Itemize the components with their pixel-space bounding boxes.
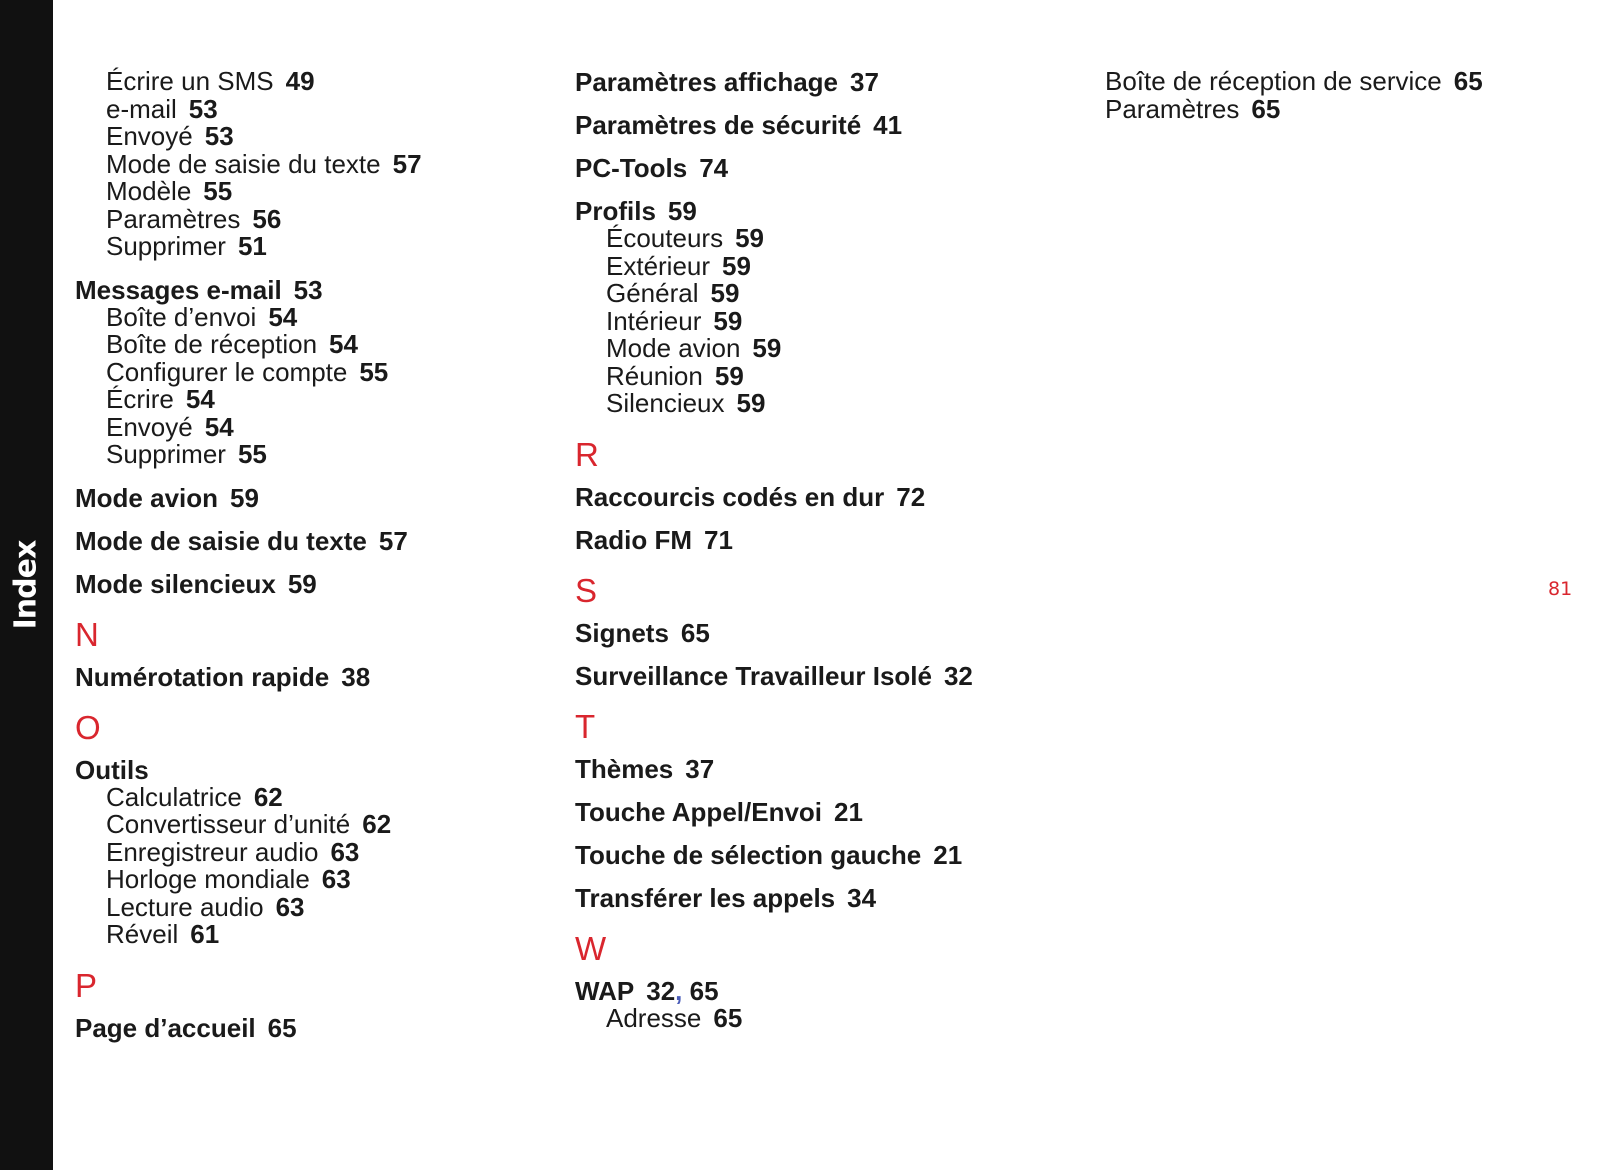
entry-heading bbox=[575, 483, 1045, 511]
entry-label: Paramètres affichage bbox=[575, 67, 839, 97]
subentry bbox=[75, 921, 545, 949]
subentry bbox=[75, 203, 545, 234]
subentry bbox=[75, 441, 545, 469]
subentry bbox=[575, 305, 1045, 336]
subentry-label: Général bbox=[606, 278, 699, 308]
entry-heading bbox=[575, 977, 1045, 1005]
subentry bbox=[575, 225, 1045, 253]
entry-heading bbox=[575, 841, 1045, 869]
subentry bbox=[75, 301, 545, 332]
entry-label: Radio FM bbox=[575, 524, 692, 555]
entry-page: 37 bbox=[850, 67, 879, 97]
entry-page: 65 bbox=[680, 617, 710, 648]
index-column-3 bbox=[1105, 68, 1575, 123]
entry-heading bbox=[75, 527, 545, 555]
index-entry bbox=[75, 663, 545, 691]
subentry-label: Lecture audio bbox=[106, 891, 264, 922]
index-entry bbox=[575, 68, 1045, 96]
index-entry bbox=[575, 619, 1045, 647]
index-entry bbox=[575, 884, 1045, 912]
subentry bbox=[575, 280, 1045, 308]
subentry bbox=[1105, 93, 1575, 124]
subentry-page: 65 bbox=[1453, 66, 1483, 96]
subentry-label: e-mail bbox=[106, 93, 177, 124]
subentry-page: 63 bbox=[275, 891, 305, 922]
subentry-label: Boîte d’envoi bbox=[106, 301, 257, 332]
subentry-label: Modèle bbox=[106, 176, 192, 206]
entry-label: WAP bbox=[575, 975, 635, 1006]
index-entry bbox=[75, 570, 545, 598]
entry-label: Outils bbox=[75, 754, 149, 785]
subentry-page: 62 bbox=[362, 809, 392, 839]
index-entry bbox=[575, 662, 1045, 690]
subentry-page: 54 bbox=[268, 301, 298, 332]
entry-heading bbox=[575, 154, 1045, 182]
subentry bbox=[75, 411, 545, 442]
subentry bbox=[75, 68, 545, 96]
subentry-page: 55 bbox=[237, 439, 267, 469]
subentry bbox=[75, 123, 545, 151]
index-side-tab bbox=[0, 0, 53, 1170]
subentry bbox=[75, 148, 545, 179]
index-entry bbox=[75, 527, 545, 555]
subentry-page: 57 bbox=[392, 148, 422, 179]
entry-heading bbox=[575, 755, 1045, 783]
index-entry bbox=[575, 526, 1045, 554]
index-entry bbox=[575, 841, 1045, 869]
entry-heading bbox=[575, 884, 1045, 912]
index-entry bbox=[575, 977, 1045, 1033]
page-separator: , bbox=[675, 975, 690, 1006]
section-letter: N bbox=[75, 615, 99, 653]
entry-label: Touche Appel/Envoi bbox=[575, 796, 823, 827]
entry-heading bbox=[575, 197, 1045, 225]
entry-page: 59 bbox=[230, 482, 259, 513]
index-entry bbox=[575, 755, 1045, 783]
subentry-label: Réveil bbox=[106, 919, 179, 949]
subentry-page: 51 bbox=[237, 231, 267, 261]
subentry bbox=[575, 360, 1045, 391]
subentry bbox=[75, 233, 545, 261]
entry-heading bbox=[575, 526, 1045, 554]
entry-label: Profils bbox=[575, 196, 656, 226]
subentry-page: 53 bbox=[188, 93, 218, 124]
subentry-label: Écrire un SMS bbox=[106, 66, 274, 96]
entry-heading bbox=[75, 484, 545, 512]
entry-page: 38 bbox=[341, 661, 371, 692]
entry-heading bbox=[75, 756, 545, 784]
subentry-label: Adresse bbox=[606, 1002, 702, 1033]
subentry-label: Envoyé bbox=[106, 121, 193, 151]
entry-page: 34 bbox=[847, 882, 877, 913]
entry-heading bbox=[75, 276, 545, 304]
subentry-page: 59 bbox=[722, 250, 751, 281]
section-letter: P bbox=[75, 966, 98, 1004]
subentry bbox=[575, 335, 1045, 363]
index-entry bbox=[75, 756, 545, 949]
entry-page: 59 bbox=[287, 568, 317, 599]
entry-heading bbox=[575, 68, 1045, 96]
section-letter: O bbox=[75, 708, 101, 746]
entry-label: Transférer les appels bbox=[575, 882, 836, 913]
entry-page: 59 bbox=[667, 196, 697, 226]
entry-heading bbox=[575, 111, 1045, 139]
entry-heading bbox=[575, 662, 1045, 690]
entry-label: Mode de saisie du texte bbox=[75, 525, 367, 556]
subentry bbox=[75, 93, 545, 124]
entry-page: 32 bbox=[646, 975, 676, 1006]
side-tab-label: Index bbox=[8, 540, 44, 630]
subentry-page: 63 bbox=[321, 864, 351, 894]
subentry bbox=[75, 331, 545, 359]
entry-page: 74 bbox=[699, 153, 729, 183]
subentry bbox=[575, 390, 1045, 418]
subentry-page: 61 bbox=[190, 919, 220, 949]
subentry-page: 54 bbox=[329, 329, 358, 359]
entry-page: 53 bbox=[293, 274, 323, 305]
subentry-label: Écrire bbox=[106, 384, 174, 414]
entry-label: Paramètres de sécurité bbox=[575, 110, 862, 140]
section-letter: W bbox=[575, 929, 607, 967]
subentry-label: Boîte de réception de service bbox=[1105, 66, 1442, 96]
subentry-page: 59 bbox=[714, 360, 744, 391]
entry-page: 21 bbox=[834, 796, 863, 827]
subentry-label: Configurer le compte bbox=[106, 356, 348, 387]
subentry-label: Extérieur bbox=[606, 250, 711, 281]
subentry-page: 59 bbox=[713, 305, 743, 336]
subentry-page: 59 bbox=[710, 278, 740, 308]
subentry bbox=[75, 178, 545, 206]
subentry-label: Horloge mondiale bbox=[106, 864, 310, 894]
subentry-page: 65 bbox=[1251, 93, 1281, 124]
index-entry bbox=[75, 484, 545, 512]
subentry-page: 56 bbox=[252, 203, 282, 234]
entry-page: 21 bbox=[933, 839, 963, 870]
subentry-page: 59 bbox=[752, 333, 782, 363]
subentry-page: 53 bbox=[204, 121, 234, 151]
subentry-page: 55 bbox=[359, 356, 389, 387]
entry-page-2: 65 bbox=[689, 975, 719, 1006]
index-entry bbox=[575, 197, 1045, 418]
subentry-page: 55 bbox=[203, 176, 233, 206]
page-number: 81 bbox=[1548, 578, 1573, 600]
subentry-label: Calculatrice bbox=[106, 781, 242, 812]
subentry-page: 62 bbox=[253, 781, 283, 812]
subentry-label: Envoyé bbox=[106, 411, 193, 442]
subentry-label: Écouteurs bbox=[606, 223, 724, 253]
subentry-label: Intérieur bbox=[606, 305, 702, 336]
subentry-label: Paramètres bbox=[106, 203, 241, 234]
subentry-label: Enregistreur audio bbox=[106, 836, 319, 867]
index-entry bbox=[75, 1014, 545, 1042]
subentry-page: 63 bbox=[330, 836, 360, 867]
entry-label: Mode avion bbox=[75, 482, 219, 513]
index-entry bbox=[75, 276, 545, 469]
subentry-label: Paramètres bbox=[1105, 93, 1240, 124]
subentry-page: 54 bbox=[204, 411, 234, 442]
subentry-page: 59 bbox=[735, 223, 764, 253]
entry-page: 32 bbox=[943, 660, 973, 691]
entry-heading bbox=[75, 1014, 545, 1042]
subentry bbox=[75, 386, 545, 414]
entry-heading bbox=[75, 570, 545, 598]
subentry-label: Convertisseur d’unité bbox=[106, 809, 351, 839]
entry-heading bbox=[575, 619, 1045, 647]
subentry-label: Mode de saisie du texte bbox=[106, 148, 381, 179]
subentry bbox=[75, 781, 545, 812]
subentry bbox=[75, 356, 545, 387]
index-entry bbox=[575, 798, 1045, 826]
entry-label: PC-Tools bbox=[575, 153, 688, 183]
subentry bbox=[1105, 68, 1575, 96]
subentry bbox=[575, 1002, 1045, 1033]
entry-label: Raccourcis codés en dur bbox=[575, 481, 885, 512]
section-letter: S bbox=[575, 571, 598, 609]
entry-label: Touche de sélection gauche bbox=[575, 839, 922, 870]
index-entry bbox=[575, 154, 1045, 182]
entry-label: Surveillance Travailleur Isolé bbox=[575, 660, 932, 691]
subentry-label: Supprimer bbox=[106, 231, 226, 261]
subentry-label: Boîte de réception bbox=[106, 329, 318, 359]
index-column-2 bbox=[575, 68, 1045, 1032]
entry-page: 41 bbox=[873, 110, 903, 140]
index-entry bbox=[575, 111, 1045, 139]
subentry bbox=[75, 836, 545, 867]
subentry-page: 54 bbox=[185, 384, 215, 414]
subentry bbox=[575, 250, 1045, 281]
entry-label: Thèmes bbox=[575, 753, 674, 784]
entry-page: 37 bbox=[685, 753, 715, 784]
entry-label: Numérotation rapide bbox=[75, 661, 330, 692]
subentry-page: 59 bbox=[736, 388, 766, 418]
entry-label: Signets bbox=[575, 617, 669, 648]
section-letter: R bbox=[575, 435, 599, 473]
entry-page: 71 bbox=[704, 524, 733, 555]
subentry bbox=[75, 866, 545, 894]
subentry-page: 65 bbox=[713, 1002, 743, 1033]
index-entry bbox=[1105, 68, 1575, 123]
entry-label: Page d’accueil bbox=[75, 1012, 256, 1043]
entry-page: 57 bbox=[378, 525, 408, 556]
subentry-label: Silencieux bbox=[606, 388, 725, 418]
entry-label: Messages e-mail bbox=[75, 274, 282, 305]
subentry-label: Mode avion bbox=[606, 333, 741, 363]
entry-heading bbox=[575, 798, 1045, 826]
subentry-page: 49 bbox=[285, 66, 315, 96]
subentry-label: Supprimer bbox=[106, 439, 226, 469]
entry-heading bbox=[75, 663, 545, 691]
entry-page: 65 bbox=[267, 1012, 297, 1043]
index-entry bbox=[575, 483, 1045, 511]
entry-page: 72 bbox=[896, 481, 926, 512]
subentry-label: Réunion bbox=[606, 360, 703, 391]
section-letter: T bbox=[575, 707, 596, 745]
index-entry bbox=[75, 68, 545, 261]
index-column-1 bbox=[75, 68, 545, 1042]
entry-label: Mode silencieux bbox=[75, 568, 276, 599]
subentry bbox=[75, 891, 545, 922]
subentry bbox=[75, 811, 545, 839]
